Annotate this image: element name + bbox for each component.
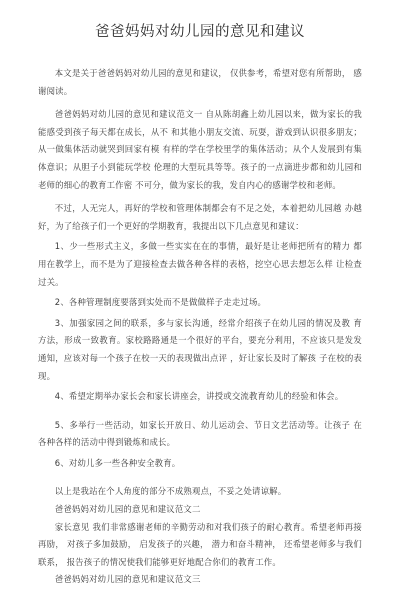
paragraph-suggestion-3: 3、加强家园之间的联系，多与家长沟通，经常介绍孩子在幼儿园的情况及教 育方法，形成一致教育。家校路路通是一个很好的平台，要充分利用，不应该只是发发通知，应该对每一个孩子在校一天的表现做出点评 ，好让家长及时了解孩 子在校的表现。 xyxy=(38,317,362,381)
paragraph-suggestion-intro: 不过，人无完人，再好的学校和管理体制都会有不足之处，本着把幼儿园越 办越好，为了给孩子们一个更好的学期教育，我提出以下几点意见和建议： xyxy=(38,203,362,231)
paragraph-suggestion-5: 5、多举行一些活动，如家长开放日、幼儿运动会、节日文艺活动等。让孩子 在各种各样的活动中得到锻炼和成长。 xyxy=(38,419,362,448)
heading-sample-three: 爸爸妈妈对幼儿园的意见和建议范文三 xyxy=(54,574,201,585)
document-title: 爸爸妈妈对幼儿园的意见和建议 xyxy=(95,24,305,40)
paragraph-sample-one: 爸爸妈妈对幼儿园的意见和建议范文一 自从陈胡鑫上幼儿园以来，做为家长的我能感受到孩子每天都在成长，从不 和其他小朋友交流、玩耍，游戏到认识很多朋友；从一做集体活动就哭到回家有模 有样的学在学校里学的集体活动；从个人发展到有集体意识；从胆子小到能玩学校 伦理的大型玩具等等。孩子的一点滴进步都和幼儿园和老师的细心的教育工作密 不可分，做为家长的我，发自内心的感谢学校和老师。 xyxy=(38,109,362,190)
paragraph-suggestion-2: 2、各种管理制度要落到实处而不是做做样子走走过场。 xyxy=(54,297,267,308)
heading-sample-two: 爸爸妈妈对幼儿园的意见和建议范文二 xyxy=(54,504,201,515)
paragraph-intro: 本文是关于爸爸妈妈对幼儿园的意见和建议， 仅供参考，希望对您有所帮助， 感谢阅读。 xyxy=(38,68,362,96)
paragraph-suggestion-4: 4、希望定期举办家长会和家长讲座会，讲授或交流教育幼儿的经验和体会。 xyxy=(54,391,344,402)
paragraph-suggestion-6: 6、对幼儿多一些各种安全教育。 xyxy=(54,457,181,468)
paragraph-closing: 以上是我站在个人角度的部分不成熟观点，不妥之处请谅解。 xyxy=(54,486,287,497)
document-body xyxy=(38,65,362,589)
paragraph-suggestion-1: 1、少一些形式主义，多做一些实实在在的事情，最好是让老师把所有的精力 都用在教学上，而不是为了迎接检查去做各种各样的表格，挖空心思去想怎么样 让检查过关。 xyxy=(38,241,362,287)
paragraph-sample-two: 家长意见 我们非常感谢老师的辛勤劳动和对我们孩子的耐心教育。希望老师再接再励， 对孩子多加鼓励， 启发孩子的兴趣， 潜力和奋斗精神， 还希望老师多与我们联系， 报告孩子的情况使我们能够更好地配合你们的教育工作。 xyxy=(38,521,363,567)
